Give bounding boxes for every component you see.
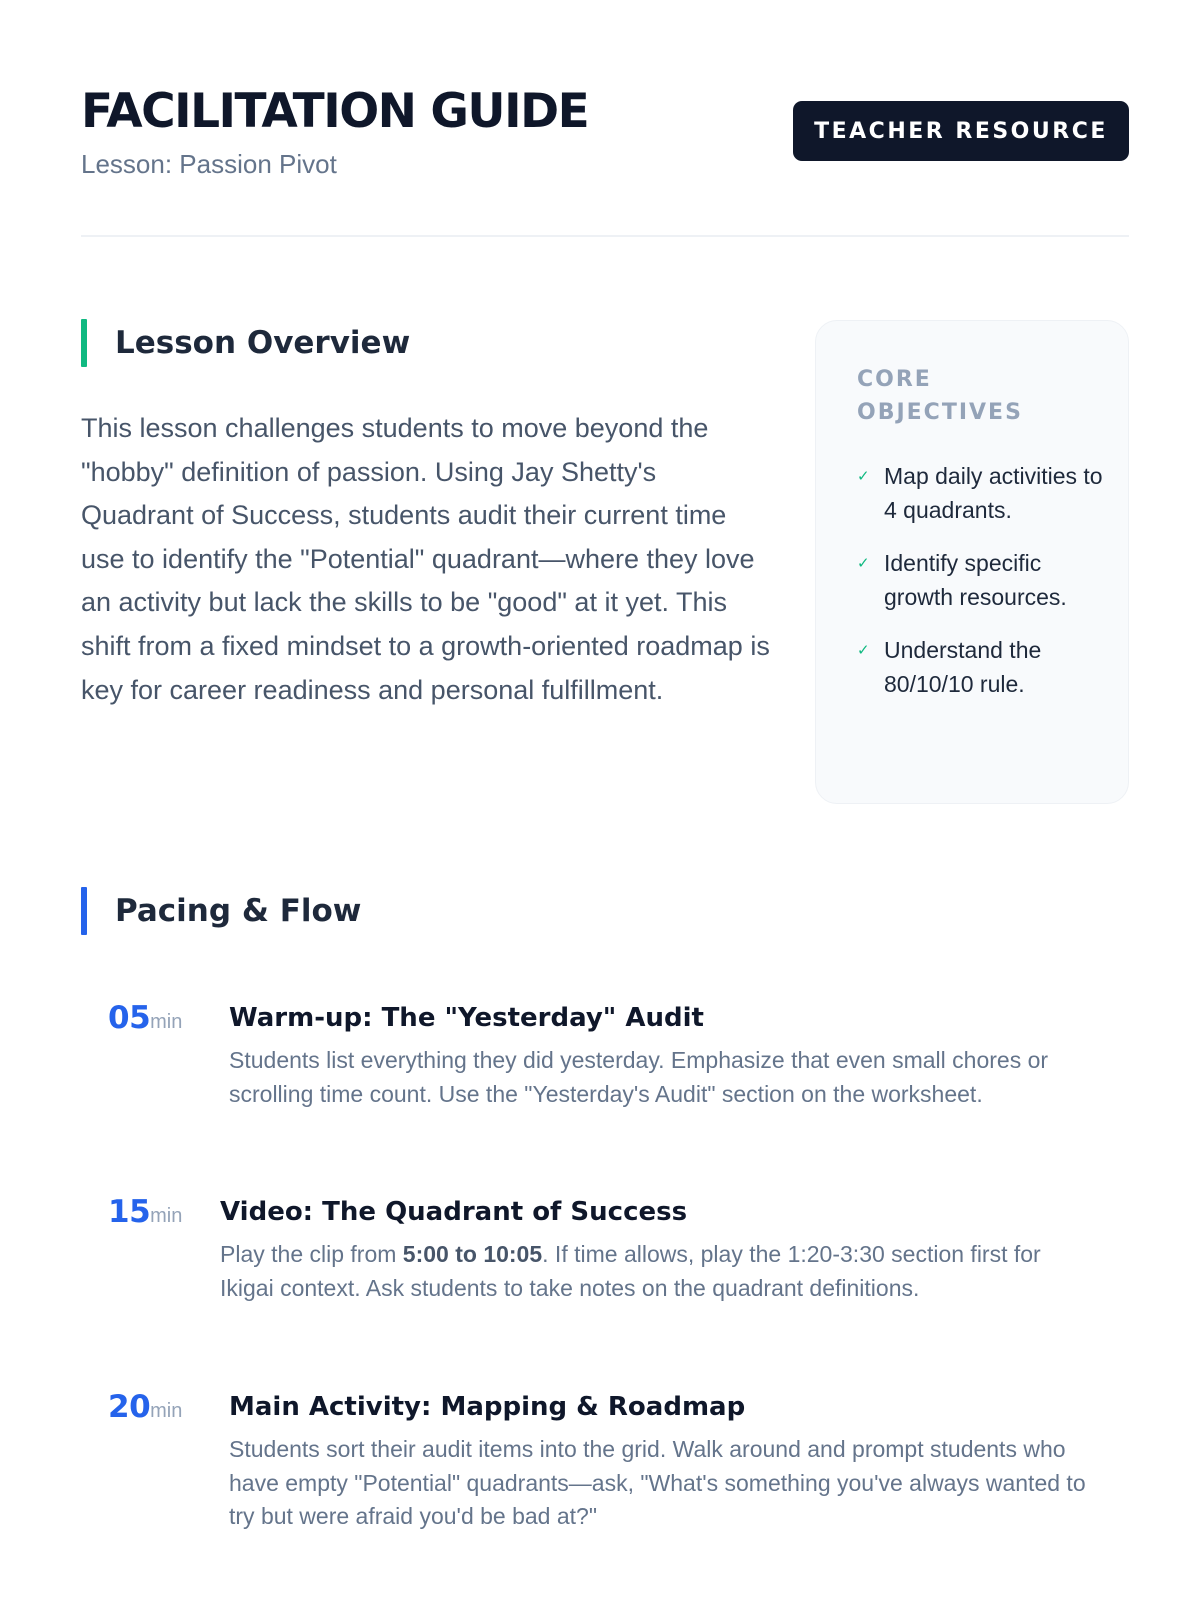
step-description-end: . If time allows, play the 1:20-3:30 section first for Ikigai context. Ask students to take notes on the quadrant definitions. (220, 1241, 1041, 1301)
step-description: Students sort their audit items into the grid. Walk around and prompt students who have empty "Potential" quadrants—ask, "What's something you've always wanted to try but were afraid you'd be bad at?" (229, 1436, 1086, 1529)
lesson-overview-heading (81, 319, 410, 367)
pacing-flow-title: Pacing & Flow (115, 893, 362, 929)
facilitation-guide-page (81, 0, 1129, 1600)
step-description: Students list everything they did yesterday. Emphasize that even small chores or scrolling time count. Use the "Yesterday's Audit" section on the worksheet. (229, 1047, 1049, 1107)
check-icon: ✓ (857, 642, 870, 659)
step-duration (108, 1389, 182, 1425)
objective-text: Map daily activities to 4 quadrants. (884, 463, 1103, 523)
step-unit: min (150, 1205, 183, 1227)
objective-item (857, 460, 1104, 527)
pacing-flow-heading (81, 887, 361, 935)
step-unit: min (150, 1400, 183, 1422)
step-duration (108, 1194, 182, 1230)
core-objectives-card (815, 320, 1129, 804)
header-divider (81, 235, 1129, 237)
objective-item (857, 547, 1104, 614)
step-description-start: Play the clip from (220, 1241, 403, 1267)
overview-accent-bar (81, 319, 87, 367)
step-minutes: 15 (108, 1194, 151, 1230)
step-unit: min (150, 1011, 183, 1033)
step-title: Warm-up: The "Yesterday" Audit (229, 1003, 704, 1033)
objectives-list (857, 460, 1104, 701)
lesson-overview-title: Lesson Overview (115, 325, 411, 361)
objective-item (857, 634, 1104, 701)
step-minutes: 20 (108, 1389, 151, 1425)
teacher-resource-badge: TEACHER RESOURCE (793, 101, 1129, 161)
check-icon: ✓ (857, 555, 870, 572)
core-objectives-label: CORE OBJECTIVES (857, 367, 1023, 425)
page-title: FACILITATION GUIDE (81, 84, 589, 139)
page-header (81, 84, 1129, 194)
step-minutes: 05 (108, 1000, 151, 1036)
step-title: Main Activity: Mapping & Roadmap (229, 1392, 746, 1422)
objective-text: Understand the 80/10/10 rule. (884, 637, 1042, 697)
objective-text: Identify specific growth resources. (884, 550, 1067, 610)
clip-timestamp: 5:00 to 10:05 (402, 1241, 543, 1267)
step-description (220, 1238, 1100, 1305)
lesson-subtitle: Lesson: Passion Pivot (81, 149, 337, 179)
step-title: Video: The Quadrant of Success (220, 1197, 688, 1227)
check-icon: ✓ (857, 468, 870, 485)
step-duration (108, 1000, 182, 1036)
pacing-accent-bar (81, 887, 87, 935)
lesson-overview-text: This lesson challenges students to move beyond the "hobby" definition of passion. Using Jay Shetty's Quadrant of Success, students audit their current time use to identify the "Potential" quadrant—where they love an activity but lack the skills to be "good" at it yet. This shift from a fixed mindset to a growth-oriented roadmap is key for career readiness and personal fulfillment. (81, 413, 770, 705)
